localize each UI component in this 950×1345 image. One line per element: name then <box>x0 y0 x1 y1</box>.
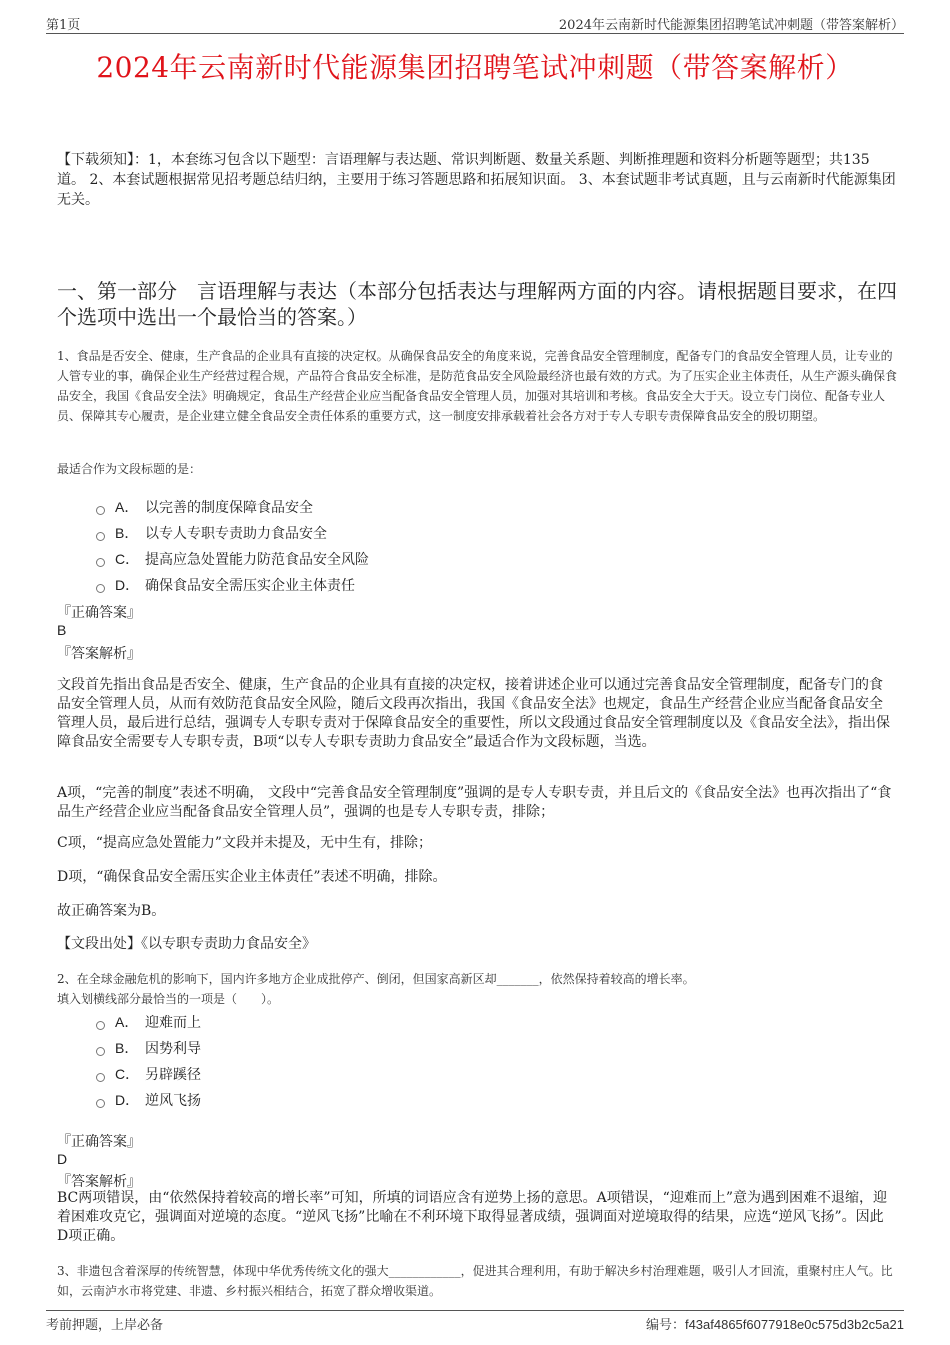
q1-options <box>96 494 369 598</box>
q1-analysis-tag: 『答案解析』 <box>57 646 141 662</box>
radio-icon[interactable] <box>96 584 105 593</box>
q2-option-a[interactable]: A． 迎难而上 <box>96 1009 201 1035</box>
header-doc-title: 2024年云南新时代能源集团招聘笔试冲刺题（带答案解析） <box>558 18 904 33</box>
q2-answer: D <box>57 1151 68 1167</box>
footer-divider <box>46 1310 904 1311</box>
radio-icon[interactable] <box>96 506 105 515</box>
q1-analysis-3: C项，“提高应急处置能力”文段并未提及，无中生有，排除； <box>57 835 433 851</box>
radio-icon[interactable] <box>96 1047 105 1056</box>
q2-analysis-tag: 『答案解析』 <box>57 1174 141 1190</box>
page-title: 2024年云南新时代能源集团招聘笔试冲刺题（带答案解析） <box>96 51 854 84</box>
q1-option-a[interactable]: A． 以完善的制度保障食品安全 <box>96 494 369 520</box>
q2-option-b[interactable]: B． 因势利导 <box>96 1035 201 1061</box>
footer-code <box>646 1314 904 1333</box>
q1-source: 【文段出处】《以专职专责助力食品安全》 <box>57 936 316 952</box>
q3-passage: 3、非遗包含着深厚的传统智慧，体现中华优秀传统文化的强大____________，促进其合理利用，有助于解决乡村治理难题，吸引人才回流，重聚村庄人气。比如，云南泸水市将党建、非遗、乡村振兴相结合，拓宽了群众增收渠道。 <box>57 1264 893 1298</box>
q1-option-d[interactable]: D． 确保食品安全需压实企业主体责任 <box>96 572 369 598</box>
page-header <box>0 0 950 34</box>
q1-option-c[interactable]: C． 提高应急处置能力防范食品安全风险 <box>96 546 369 572</box>
header-divider <box>46 33 904 34</box>
footer-code-value: f43af4865f6077918e0c575d3b2c5a21 <box>684 1317 904 1332</box>
q1-answer: B <box>57 622 67 638</box>
radio-icon[interactable] <box>96 1021 105 1030</box>
radio-icon[interactable] <box>96 558 105 567</box>
q1-analysis-1: 文段首先指出食品是否安全、健康，生产食品的企业具有直接的决定权，接着讲述企业可以通过完善食品安全管理制度，配备专门的食品安全管理人员，从而有效防范食品安全风险，随后文段再次指出，我国《食品安全法》也规定，食品生产经营企业应当配备食品安全管理人员，最后进行总结，强调专人专职专责对于保障食品安全的重要性，所以文段通过食品安全管理制度以及《食品安全法》，指出保障食品安全需要专人专职专责，B项“以专人专职专责助力食品安全”最适合作为文段标题，当选。 <box>57 677 890 750</box>
q1-passage: 1、食品是否安全、健康，生产食品的企业具有直接的决定权。从确保食品安全的角度来说，完善食品安全管理制度，配备专门的食品安全管理人员，让专业的人管专业的事，确保企业生产经营过程合规，产品符合食品安全标准，是防范食品安全风险最经济也最有效的方式。为了压实企业主体责任，从生产源头确保食品安全，我国《食品安全法》明确规定，食品生产经营企业应当配备食品安全管理人员，加强对其培训和考核。食品安全大于天。设立专门岗位、配备专业人员、保障其专心履责，是企业建立健全食品安全责任体系的重要方式，这一制度安排承载着社会各方对于专人专职专责保障食品安全的殷切期望。 <box>57 349 898 423</box>
q2-prompt: 填入划横线部分最恰当的一项是（ ）。 <box>57 992 280 1006</box>
footer-code-label: 编号： <box>645 1318 685 1333</box>
q1-stem: 最适合作为文段标题的是： <box>57 462 202 476</box>
q2-option-d[interactable]: D． 逆风飞扬 <box>96 1087 201 1113</box>
q1-answer-tag: 『正确答案』 <box>57 605 141 621</box>
q1-analysis-4: D项，“确保食品安全需压实企业主体责任”表述不明确，排除。 <box>57 869 447 885</box>
q2-options <box>96 1009 201 1113</box>
section-heading: 一、第一部分 言语理解与表达（本部分包括表达与理解两方面的内容。请根据题目要求，在四个选项中选出一个最恰当的答案。） <box>57 279 897 329</box>
footer-slogan: 考前押题，上岸必备 <box>46 1318 164 1333</box>
radio-icon[interactable] <box>96 1099 105 1108</box>
q2-answer-tag: 『正确答案』 <box>57 1134 141 1150</box>
q1-option-b[interactable]: B． 以专人专职专责助力食品安全 <box>96 520 369 546</box>
download-notice: 【下载须知】：1，本套练习包含以下题型：言语理解与表达题、常识判断题、数量关系题、判断推理题和资料分析题等题型；共135道。 2、本套试题根据常见招考题总结归纳，主要用于练习答题思路和拓展知识面。 3、本套试题非考试真题，且与云南新时代能源集团无关。 <box>57 152 896 208</box>
q2-stem: 2、在全球金融危机的影响下，国内许多地方企业成批停产、倒闭，但国家高新区却_______，依然保持着较高的增长率。 <box>57 972 695 986</box>
q1-analysis-2: A项，“完善的制度”表述不明确， 文段中“完善食品安全管理制度”强调的是专人专职专责，并且后文的《食品安全法》也再次指出了“食品生产经营企业应当配备食品安全管理人员”，强调的也是专人专职专责，排除； <box>57 785 892 820</box>
q2-option-c[interactable]: C． 另辟蹊径 <box>96 1061 201 1087</box>
page-number: 第1页 <box>46 18 81 33</box>
radio-icon[interactable] <box>96 1073 105 1082</box>
q2-analysis: BC两项错误，由“依然保持着较高的增长率”可知，所填的词语应含有逆势上扬的意思。A项错误，“迎难而上”意为遇到困难不退缩，迎着困难攻克它，强调面对逆境的态度。“逆风飞扬”比喻在不利环境下取得显著成绩，强调面对逆境取得的结果，应选“逆风飞扬”。因此D项正确。 <box>57 1190 887 1244</box>
radio-icon[interactable] <box>96 532 105 541</box>
q1-analysis-5: 故正确答案为B。 <box>57 903 166 919</box>
